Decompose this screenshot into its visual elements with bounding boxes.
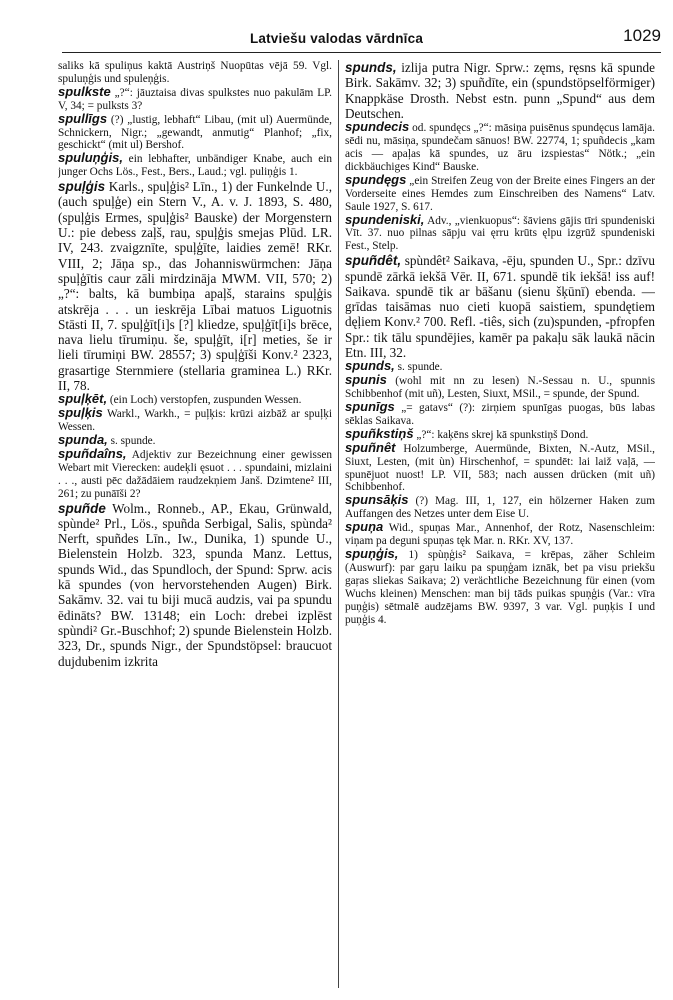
running-title: Latviešu valodas vārdnīca	[249, 31, 424, 46]
header-rule	[62, 52, 661, 53]
entry-headword: spuñkstiņš	[345, 425, 414, 441]
left-column	[58, 60, 332, 992]
entry-body: Holzumberge, Auermünde, Bixten, N.-Autz, MSil., Siuxt, Lesten, (mit ùn) Hirschenhof, = spundēt: lai laiž vaļā, — spunējuot nuost! LP. VII, 583; nach aussen drücken (mit uñ) Schibbenhof.	[345, 442, 655, 494]
entry-body: s. spunde.	[107, 435, 156, 448]
dictionary-entry	[345, 121, 655, 174]
entry-headword: spundecis	[345, 119, 410, 135]
entry-body: saliks kā spuliņus kaktā Austriņš Nuopūtas vējā 59. Vgl. spuluņģis und spuleņģis.	[58, 60, 332, 85]
entry-body: „?“: kaķēns skrej kā spunkstiņš Dond.	[413, 428, 589, 441]
dictionary-entry	[345, 548, 655, 626]
dictionary-entry	[58, 152, 332, 179]
entry-headword: spuñnêt	[345, 439, 396, 455]
entry-headword: spundeniski,	[345, 211, 425, 227]
dictionary-entry	[345, 360, 655, 374]
dictionary-entry	[58, 60, 332, 86]
entry-headword: spunds,	[345, 358, 395, 374]
entry-body: ein lebhafter, unbändiger Knabe, auch ein junger Ochs Lös., Fest., Bers., Laud.; vgl. puliņģis 1.	[58, 153, 332, 179]
dictionary-entry	[345, 439, 655, 495]
entry-body: Adjektiv zur Bezeichnung einer gewissen Webart mit Vierecken: audeķli ęsuot . . . spundaini, mizlaini . . ., austi pēc dažādāiem raudzekņiem Janš. Dzimtene² III, 261; zu punāīši 2?	[58, 448, 332, 500]
dictionary-entry	[58, 445, 332, 501]
entry-headword: spuñdaîns,	[58, 445, 127, 461]
dictionary-entry	[58, 407, 332, 434]
column-divider	[338, 60, 339, 988]
page-header	[0, 0, 673, 58]
dictionary-entry	[58, 501, 332, 669]
entry-body: (?) Mag. III, 1, 127, ein hölzerner Haken zum Auffangen des Netzes unter dem Eise U.	[345, 495, 655, 521]
entry-headword: spuļķis	[58, 405, 103, 421]
dictionary-entry	[345, 494, 655, 521]
entry-body: Wid., spuņas Mar., Annenhof, der Rotz, Nasenschleim: viņam pa deguni spuņas tęk Mar. n. RKr. XV, 137.	[345, 522, 655, 548]
entry-body: Karls., spuļģis² Līn., 1) der Funkelnde U., (auch spuļģe) ein Stern V., A. v. J. 1893, S. 480, (spuļģis Ermes, spuļģis² Bauske) der Morgenstern U.: pie debess zaļš, rau, spuļģis smejas Plūd. LR. IV, 243. zvaigznīte, spuļģīte, laidies zemē! RKr. VIII, 2; Jāņa sp., das Johanniswürmchen: Jāņa spuļģītis caur zāli mirdzināja MWM. VII, 570; 2) „?“: balts, kā bumbiņa apaļš, starains spuļģis atskrēja . . . un ieskrēja Lībai matuos Liguotnis Stāsti II, 7. spuļģīt[i]s [?] kliedze, spuļģīt[i]s brēce, nava lielu tīrumiņu. še, spuļģīt, i[r] meties, še ir lieli tīrumiņi BW. 28557; 3) spuļģīši Konv.² 2323, grasartige Sternmiere (stellaria graminea L.) RKr. II, 78.	[58, 179, 332, 394]
dictionary-entry	[345, 211, 655, 254]
entry-body: (?) „lustig, lebhaft“ Libau, (mit ul) Auermünde, Schnickern, Nigr.; „gewandt, anmutig“ Planhof; „fix, geschickt“ (mit ul) Bershof.	[58, 113, 332, 152]
entry-headword: spunds,	[345, 60, 397, 75]
entry-body: od. spundęcs „?“: māsiņa puisēnus spundęcus lamāja. sēdi nu, māsiņa, spundečam sānuos! BW. 22774, 1; spuñdecis „kam acis — apaļas kā spundes, uz āru izspiestas“ Nötk.; „ein dickbäuchiges Kind“ Bauske.	[345, 122, 655, 173]
entry-headword: spulkste	[58, 83, 111, 99]
dictionary-entry	[345, 171, 655, 214]
dictionary-entry	[345, 401, 655, 428]
entry-headword: spunda,	[58, 432, 108, 448]
entry-body: s. spunde.	[394, 361, 443, 374]
entry-body: (wohl mit nn zu lesen) N.-Sessau n. U., spunnis Schibbenhof (mit uñ), Lesten, Siuxt, MSil., = spunde, der Spund.	[345, 375, 655, 401]
dictionary-entry	[345, 521, 655, 548]
entry-headword: spundęgs	[345, 171, 407, 187]
dictionary-entry	[58, 110, 332, 153]
dictionary-entry	[58, 179, 332, 393]
entry-body: spùndêt² Saikava, -ēju, spunden U., Spr.: dzīvu spundē zārkā iekšā Vēr. II, 671. spundē tik iekšā! iss auf! Saikava. spundē tik ar bāšanu (sienu šķūnī) ebenda. — grīdas taisāmas nuo cieti kuopā saistiem, spundętiem dęļiem Konv.² 700. Refl. -tiês, sich (zu)spunden, -pfropfen Spr.: tik tālu spundējies, kamēr pa pakaļu sāk laukā nācin Etn. III, 32.	[345, 253, 655, 361]
entry-headword: spunis	[345, 372, 387, 388]
dictionary-entry	[345, 60, 655, 121]
entry-headword: spuluņģis,	[58, 150, 123, 166]
entry-body: „ein Streifen Zeug von der Breite eines Fingers an der Vorderseite eines Hemdes zum Einschreiben des Namens“ Latv. Saule 1927, S. 617.	[345, 174, 655, 213]
page-number: 1029	[623, 26, 661, 45]
entry-body: Wolm., Ronneb., AP., Ekau, Grünwald, spùnde² Prl., Lös., spuñda Serbigal, Salis, spùnda² Nerft, spuñdes Līn., Iw., Dunika, 1) spunde U., Bielenstein Holzb. 323, spunda Manz. Lettus, spunds Wid., das Spundloch, der Spund: Sprw. acis kā spundes (von hervorstehenden Augen) Birk. Sakāmv. 32. vai tu biji mucā audzis, vai pa spundu ēdināts? BW. 13148; ein Loch: drebei izplēst spùndi² Gr.-Buschhof; 2) spunde Bielenstein Holzb. 323, Dr., spunds Nigr., der Spundstöpsel: braucuot dujdubenim izkrita	[58, 500, 332, 669]
entry-headword: spuļķēt,	[58, 391, 108, 407]
entry-body: „= gatavs“ (?): zirņiem spunīgas puogas, būs labas sēklas Saikava.	[345, 402, 655, 427]
entry-headword: spuņa	[345, 519, 384, 535]
entry-body: Adv., „vienkuopus“: šāviens gājis tīri spundeniski Vīt. 37. nuo pilnas sāpju vai ęrru krūts ęlpu izgrūž spundeniski Fest., Stelp.	[345, 214, 655, 253]
entry-body: izlija putra Nigr. Sprw.: zęms, ręsns kā spunde Birk. Sakāmv. 32; 3) spuñdīte, ein (spundstöpselförmiger) Knappkäse Drosth. Nebst estn. punn „Spund“ aus dem Deutschen.	[345, 60, 655, 121]
right-column	[345, 60, 655, 992]
entry-headword: spunsāķis	[345, 492, 409, 508]
entry-headword: spuļģis	[58, 179, 106, 195]
entry-headword: spunīgs	[345, 399, 395, 415]
dictionary-entry	[345, 253, 655, 360]
entry-body: Warkl., Warkh., = puļķis: krūzi aizbāž ar spuļķi Wessen.	[58, 408, 332, 434]
entry-body: (ein Loch) verstopfen, zuspunden Wessen.	[107, 394, 302, 407]
dictionary-entry	[58, 83, 332, 113]
entry-body: „?“: jāuztaisa divas spulkstes nuo pakulām LP. V, 34; = pulksts 3?	[58, 86, 332, 112]
entry-headword: spuņģis,	[345, 546, 399, 562]
dictionary-entry	[345, 374, 655, 401]
entry-body: 1) spùņģis² Saikava, = krēpas, zäher Schleim (Auswurf): par gaŗu laiku pa spuņģam iznāk, bet pa visu priekšu gaŗas sliekas Saikava; 2) verächtliche Bezeichnung für einen (vom Wuchs kleinen) Menschen: man bij tāds puikas spuņģis (Var.: vīra puņģis) sētmalē audzējams BW. 9397, 3 var. Vgl. puņķis I und puņģis 4.	[345, 549, 655, 626]
entry-headword: spuñde	[58, 500, 106, 516]
entry-headword: spuñdêt,	[345, 253, 402, 269]
entry-headword: spullīgs	[58, 110, 108, 126]
